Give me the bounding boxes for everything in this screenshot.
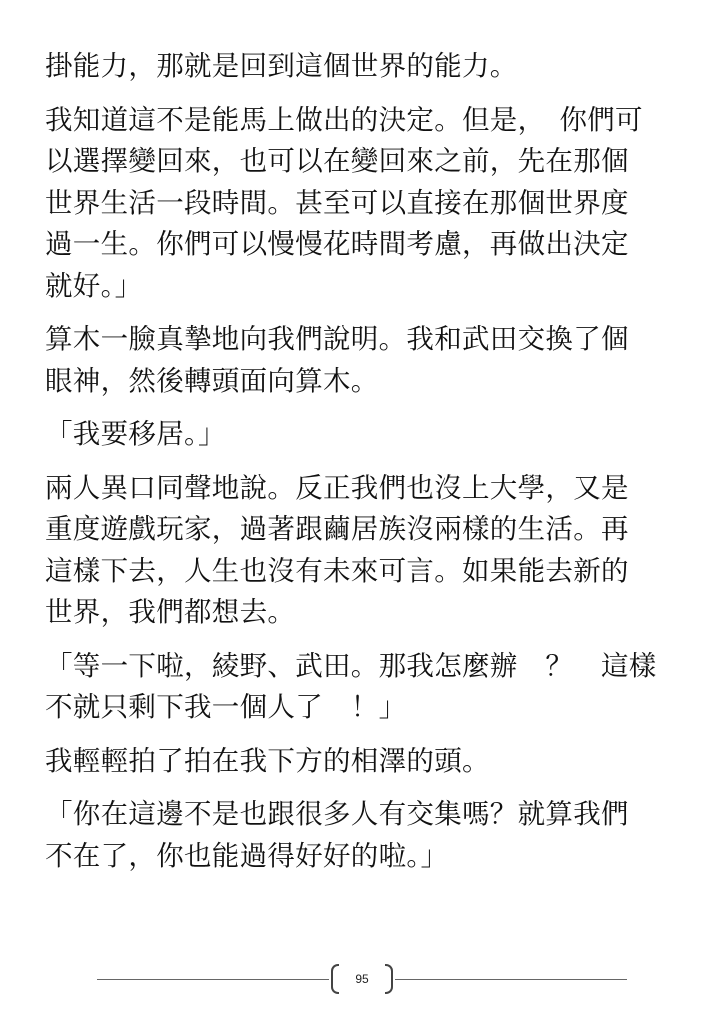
book-text-body bbox=[45, 46, 685, 889]
page-number-close-bracket bbox=[385, 964, 393, 994]
text-line: 世界，我們都想去。 bbox=[45, 596, 296, 628]
text-line: 重度遊戲玩家，過著跟繭居族沒兩樣的生活。再 bbox=[45, 513, 629, 545]
paragraph bbox=[45, 100, 685, 308]
text-line: 過一生。你們可以慢慢花時間考慮，再做出決定 bbox=[45, 228, 629, 260]
text-line: 算木一臉真摯地向我們說明。我和武田交換了個 bbox=[45, 323, 629, 355]
text-line: 「我要移居。」 bbox=[45, 418, 226, 450]
text-line: 不就只剩下我一個人了 ！」 bbox=[45, 691, 407, 723]
page-number: 95 bbox=[355, 972, 369, 986]
text-line: 兩人異口同聲地說。反正我們也沒上大學，又是 bbox=[45, 471, 629, 504]
page-number-open-bracket bbox=[331, 964, 339, 994]
text-line: 這樣下去，人生也沒有未來可言。如果能去新的 bbox=[45, 554, 629, 587]
text-line: 世界生活一段時間。甚至可以直接在那個世界度 bbox=[45, 186, 629, 219]
text-line: 「你在這邊不是也跟很多人有交集嗎？就算我們 bbox=[45, 798, 629, 830]
text-line: 掛能力，那就是回到這個世界的能力。 bbox=[45, 50, 518, 82]
text-line: 我輕輕拍了拍在我下方的相澤的頭。 bbox=[45, 744, 490, 777]
page-footer bbox=[97, 962, 627, 998]
paragraph bbox=[45, 414, 685, 456]
text-line: 不在了，你也能過得好好的啦。」 bbox=[45, 839, 449, 872]
text-line: 以選擇變回來，也可以在變回來之前，先在那個 bbox=[45, 145, 629, 177]
text-line: 「等一下啦，綾野、武田。那我怎麼辦 ？ 這樣 bbox=[45, 649, 657, 682]
paragraph bbox=[45, 46, 685, 88]
text-line: 就好。」 bbox=[45, 269, 143, 302]
paragraph bbox=[45, 468, 685, 634]
paragraph bbox=[45, 794, 685, 877]
paragraph bbox=[45, 646, 685, 729]
footer-rule-left bbox=[97, 979, 329, 980]
paragraph bbox=[45, 741, 685, 783]
text-line: 眼神，然後轉頭面向算木。 bbox=[45, 364, 379, 397]
footer-rule-right bbox=[395, 979, 627, 980]
text-line: 我知道這不是能馬上做出的決定。但是， 你們可 bbox=[45, 103, 643, 136]
paragraph bbox=[45, 319, 685, 402]
